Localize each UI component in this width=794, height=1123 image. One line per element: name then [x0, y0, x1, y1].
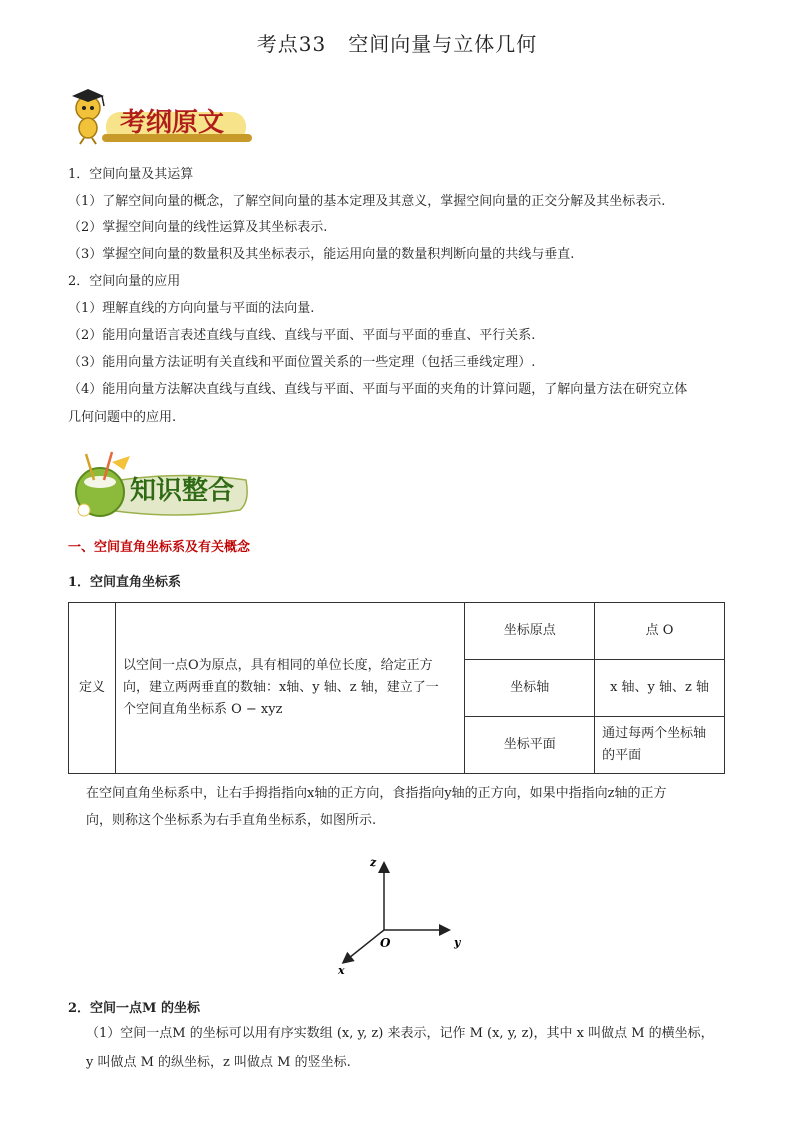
description-line: 以空间一点O为原点，具有相同的单位长度，给定正方	[122, 658, 433, 673]
definition-table	[68, 602, 725, 774]
syllabus-line: （3）掌握空间向量的数量积及其坐标表示，能运用向量的数量积判断向量的共线与垂直.	[68, 247, 575, 262]
syllabus-line: （4）能用向量方法解决直线与直线、直线与平面、平面与平面的夹角的计算问题，了解向量方法在研究立体	[68, 382, 688, 397]
coordinate-axes-figure	[330, 850, 470, 980]
syllabus-line: （1）理解直线的方向向量与平面的法向量.	[68, 301, 315, 316]
syllabus-line: （2）掌握空间向量的线性运算及其坐标表示.	[68, 220, 328, 235]
section-heading: 一、空间直角坐标系及有关概念	[68, 540, 251, 555]
x-axis	[344, 930, 384, 962]
origin-label: O	[380, 936, 391, 950]
title-topic-name: 空间向量与立体几何	[348, 32, 538, 56]
paragraph-line: y 叫做点 M 的纵坐标，z 叫做点 M 的竖坐标.	[86, 1055, 351, 1070]
table-value-cell: x 轴、y 轴、z 轴	[595, 660, 725, 717]
table-value-cell: 通过每两个坐标轴的平面	[595, 717, 725, 774]
x-axis-label: x	[338, 964, 345, 977]
syllabus-line: （3）能用向量方法证明有关直线和平面位置关系的一些定理（包括三垂线定理）.	[68, 355, 536, 370]
table-value-cell: 点 O	[595, 603, 725, 660]
page-title	[0, 28, 794, 57]
syllabus-line: （1）了解空间向量的概念，了解空间向量的基本定理及其意义，掌握空间向量的正交分解及其坐标表示.	[68, 194, 666, 209]
table-description-cell	[115, 603, 464, 774]
table-key-cell: 坐标原点	[465, 603, 595, 660]
syllabus-line: 1．空间向量及其运算	[68, 167, 194, 182]
title-topic-number: 考点33	[256, 32, 327, 56]
paragraph-line: 向，则称这个坐标系为右手直角坐标系，如图所示.	[86, 813, 377, 828]
syllabus-line: （2）能用向量语言表述直线与直线、直线与平面、平面与平面的垂直、平行关系.	[68, 328, 536, 343]
subsection-heading: 2．空间一点M 的坐标	[68, 1001, 200, 1016]
subsection-heading: 1．空间直角坐标系	[68, 575, 182, 590]
banner-syllabus-label: 考纲原文	[120, 108, 225, 138]
z-axis-label: z	[370, 856, 377, 869]
paragraph-line: （1）空间一点M 的坐标可以用有序实数组 (x, y, z) 来表示，记作 M (x, y, z)，其中 x 叫做点 M 的横坐标，	[86, 1026, 714, 1041]
table-key-cell: 坐标平面	[465, 717, 595, 774]
description-line: 向，建立两两垂直的数轴：x轴、y 轴、z 轴，建立了一	[122, 680, 439, 695]
table-header-cell: 定义	[69, 603, 116, 774]
paragraph-line: 在空间直角坐标系中，让右手拇指指向x轴的正方向，食指指向y轴的正方向，如果中指指向z轴的正方	[86, 786, 667, 801]
description-line: 个空间直角坐标系 O − xyz	[122, 702, 283, 717]
syllabus-line: 几何问题中的应用.	[68, 410, 177, 425]
table-row	[69, 603, 725, 660]
table-key-cell: 坐标轴	[465, 660, 595, 717]
banner-knowledge	[68, 448, 258, 520]
banner-knowledge-label: 知识整合	[130, 476, 235, 506]
syllabus-line: 2．空间向量的应用	[68, 274, 181, 289]
y-axis-label: y	[454, 936, 461, 949]
banner-syllabus	[62, 86, 252, 146]
